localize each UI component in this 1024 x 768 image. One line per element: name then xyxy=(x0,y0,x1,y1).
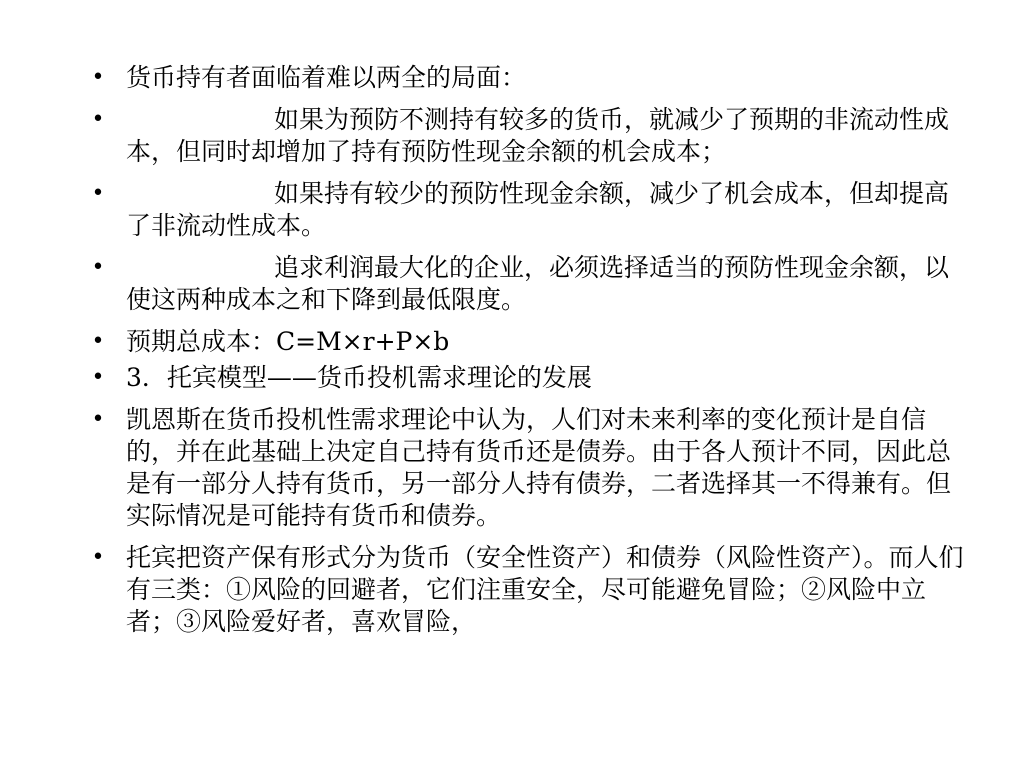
bullet-icon: • xyxy=(91,255,105,280)
bullet-icon: • xyxy=(91,107,105,132)
bullet-icon: • xyxy=(91,407,105,432)
bullet-item-4 xyxy=(86,252,966,316)
bullet-text: 追求利润最大化的企业，必须选择适当的预防性现金余额，以使这两种成本之和下降到最低限度。 xyxy=(126,253,950,314)
bullet-item-7 xyxy=(86,404,966,532)
bullet-text: 货币持有者面临着难以两全的局面： xyxy=(126,63,527,92)
bullet-text: 3．托宾模型——货币投机需求理论的发展 xyxy=(126,363,592,392)
bullet-text: 预期总成本：C=M×r+P×b xyxy=(126,327,450,356)
bullet-text: 托宾把资产保有形式分为货币（安全性资产）和债券（风险性资产）。而人们有三类：①风险的回避者，它们注重安全，尽可能避免冒险；②风险中立者；③风险爱好者，喜欢冒险， xyxy=(126,543,964,636)
bullet-icon: • xyxy=(91,365,105,390)
bullet-list xyxy=(86,62,966,648)
bullet-item-3 xyxy=(86,178,966,242)
bullet-item-6 xyxy=(86,362,966,394)
bullet-icon: • xyxy=(91,329,105,354)
bullet-text: 凯恩斯在货币投机性需求理论中认为，人们对未来利率的变化预计是自信的，并在此基础上决定自己持有货币还是债券。由于各人预计不同，因此总是有一部分人持有货币，另一部分人持有债券，二者选择其一不得兼有。但实际情况是可能持有货币和债券。 xyxy=(126,405,952,530)
bullet-text: 如果持有较少的预防性现金余额，减少了机会成本，但却提高了非流动性成本。 xyxy=(126,179,950,240)
bullet-text: 如果为预防不测持有较多的货币，就减少了预期的非流动性成本，但同时却增加了持有预防性现金余额的机会成本； xyxy=(126,105,950,166)
bullet-icon: • xyxy=(91,545,105,570)
bullet-icon: • xyxy=(91,65,105,90)
bullet-item-1 xyxy=(86,62,966,94)
bullet-item-8 xyxy=(86,542,966,638)
bullet-item-5 xyxy=(86,326,966,358)
bullet-icon: • xyxy=(91,181,105,206)
bullet-item-2 xyxy=(86,104,966,168)
